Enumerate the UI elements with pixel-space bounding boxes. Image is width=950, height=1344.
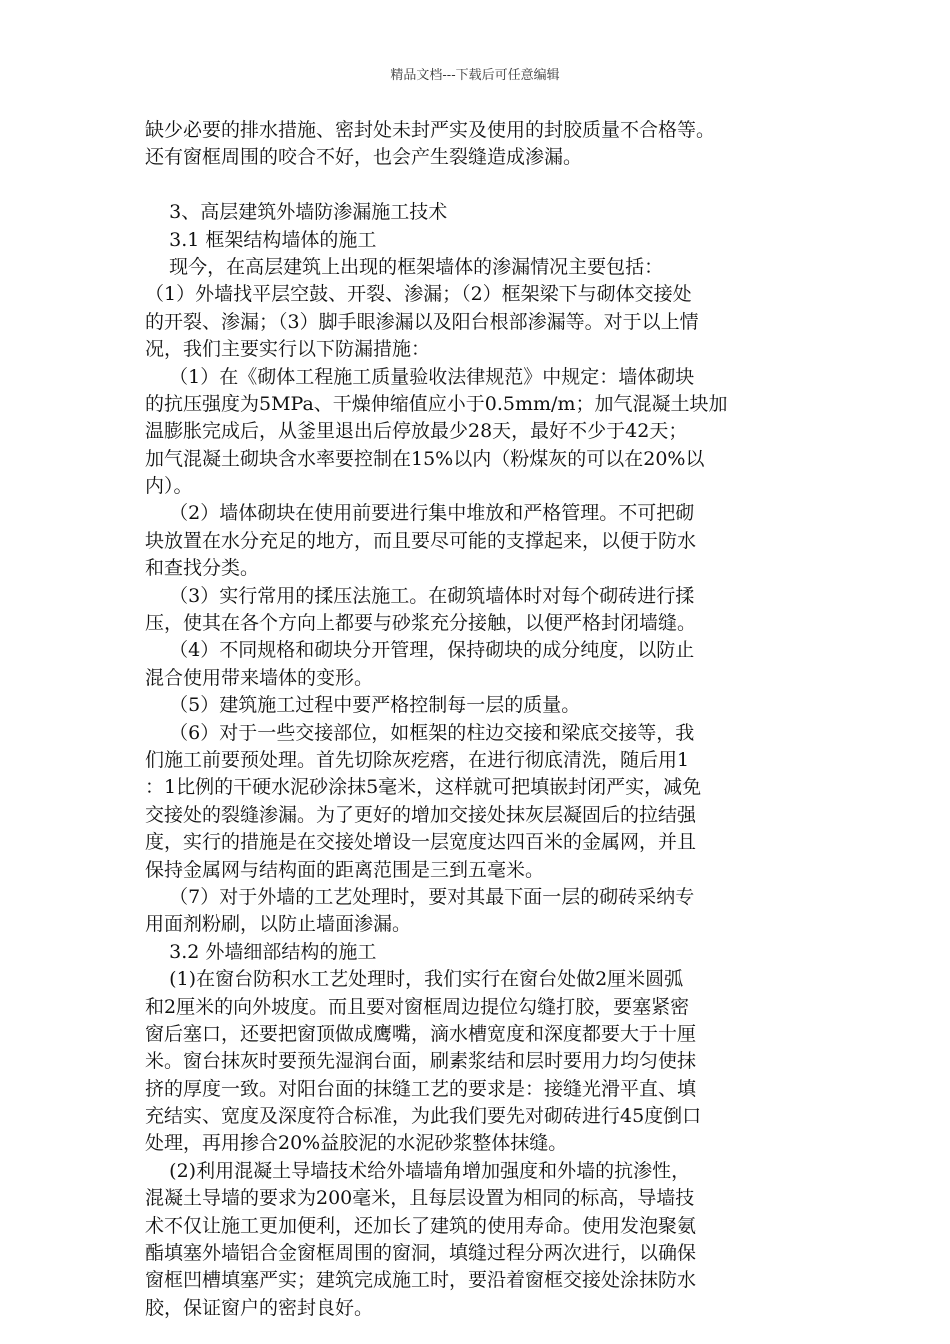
text-line: （1）外墙找平层空鼓、开裂、渗漏；（2）框架梁下与砌体交接处 xyxy=(145,283,692,306)
text-line: 窗框凹槽填塞严实；建筑完成施工时，要沿着窗框交接处涂抹防水 xyxy=(145,1269,697,1292)
text-line: 酯填塞外墙铝合金窗框周围的窗洞，填缝过程分两次进行，以确保 xyxy=(145,1242,697,1265)
text-line: 3.1 框架结构墙体的施工 xyxy=(145,228,377,251)
text-line: 缺少必要的排水措施、密封处未封严实及使用的封胶质量不合格等。 xyxy=(145,119,716,141)
text-line: （5）建筑施工过程中要严格控制每一层的质量。 xyxy=(145,694,581,717)
text-line: (2)利用混凝土导墙技术给外墙墙角增加强度和外墙的抗渗性， xyxy=(145,1159,691,1182)
text-line: 米。窗台抹灰时要预先湿润台面，刷素浆结和层时要用力均匀使抹 xyxy=(145,1050,697,1073)
text-line: 混凝土导墙的要求为200毫米，且每层设置为相同的标高，导墙技 xyxy=(145,1187,695,1210)
text-line: 3.2 外墙细部结构的施工 xyxy=(145,940,377,963)
text-line: ：1比例的干硬水泥砂涂抹5毫米，这样就可把填嵌封闭严实，减免 xyxy=(145,776,702,799)
text-line: 窗后塞口，还要把窗顶做成鹰嘴，滴水槽宽度和深度都要大于十厘 xyxy=(145,1022,697,1045)
text-line: 挤的厚度一致。对阳台面的抹缝工艺的要求是：接缝光滑平直、填 xyxy=(145,1077,697,1100)
text-line: （2）墙体砌块在使用前要进行集中堆放和严格管理。不可把砌 xyxy=(145,502,695,525)
text-line: 充结实、宽度及深度符合标准，为此我们要先对砌砖进行45度倒口 xyxy=(145,1105,702,1128)
text-line: 还有窗框周围的咬合不好，也会产生裂缝造成渗漏。 xyxy=(145,146,583,169)
text-line: 术不仅让施工更加便利，还加长了建筑的使用寿命。使用发泡聚氨 xyxy=(145,1214,697,1237)
text-line: （3）实行常用的揉压法施工。在砌筑墙体时对每个砌砖进行揉 xyxy=(145,584,695,607)
text-line: 胶，保证窗户的密封良好。 xyxy=(145,1296,374,1319)
text-line: (1)在窗台防积水工艺处理时，我们实行在窗台处做2厘米圆弧 xyxy=(145,968,684,991)
text-line: 度，实行的措施是在交接处增设一层宽度达四百米的金属网，并且 xyxy=(145,831,697,854)
text-line: 块放置在水分充足的地方，而且要尽可能的支撑起来，以便于防水 xyxy=(145,529,697,552)
text-line: （6）对于一些交接部位，如框架的柱边交接和梁底交接等，我 xyxy=(145,721,695,744)
text-line: 压，使其在各个方向上都要与砂浆充分接触，以便严格封闭墙缝。 xyxy=(145,612,697,635)
text-line: 现今，在高层建筑上出现的框架墙体的渗漏情况主要包括： xyxy=(145,255,664,278)
text-line: 温膨胀完成后，从釜里退出后停放最少28天，最好不少于42天； xyxy=(145,420,688,443)
text-line: 混合使用带来墙体的变形。 xyxy=(145,666,374,689)
text-line: 的抗压强度为5MPa、干燥伸缩值应小于0.5mm/m；加气混凝土块加 xyxy=(145,392,728,415)
text-line: 加气混凝土砌块含水率要控制在15%以内（粉煤灰的可以在20%以 xyxy=(145,447,705,470)
text-line: 内）。 xyxy=(145,475,193,498)
text-line: （1）在《砌体工程施工质量验收法律规范》中规定：墙体砌块 xyxy=(145,365,695,388)
text-line: 用面剂粉刷，以防止墙面渗漏。 xyxy=(145,913,412,936)
text-line: 交接处的裂缝渗漏。为了更好的增加交接处抹灰层凝固后的拉结强 xyxy=(145,803,697,826)
text-line: 处理，再用掺合20%益胶泥的水泥砂浆整体抹缝。 xyxy=(145,1132,568,1155)
text-line: （7）对于外墙的工艺处理时，要对其最下面一层的砌砖采纳专 xyxy=(145,885,695,908)
text-line: 们施工前要预处理。首先切除灰疙瘩，在进行彻底清洗，随后用1 xyxy=(145,748,690,771)
text-line: 3、高层建筑外墙防渗漏施工技术 xyxy=(145,201,448,224)
text-line: 和查找分类。 xyxy=(145,557,260,580)
text-line: 和2厘米的向外坡度。而且要对窗框周边提位勾缝打胶，要塞紧密 xyxy=(145,995,690,1018)
text-line: 的开裂、渗漏；（3）脚手眼渗漏以及阳台根部渗漏等。对于以上情 xyxy=(145,310,699,333)
text-line: 保持金属网与结构面的距离范围是三到五毫米。 xyxy=(145,858,545,881)
text-line: 况，我们主要实行以下防漏措施： xyxy=(145,338,431,361)
text-line: （4）不同规格和砌块分开管理，保持砌块的成分纯度，以防止 xyxy=(145,639,695,662)
blank-line xyxy=(145,172,810,199)
document-body xyxy=(145,117,810,1322)
page-header: 精品文档---下载后可任意编辑 xyxy=(390,68,560,83)
